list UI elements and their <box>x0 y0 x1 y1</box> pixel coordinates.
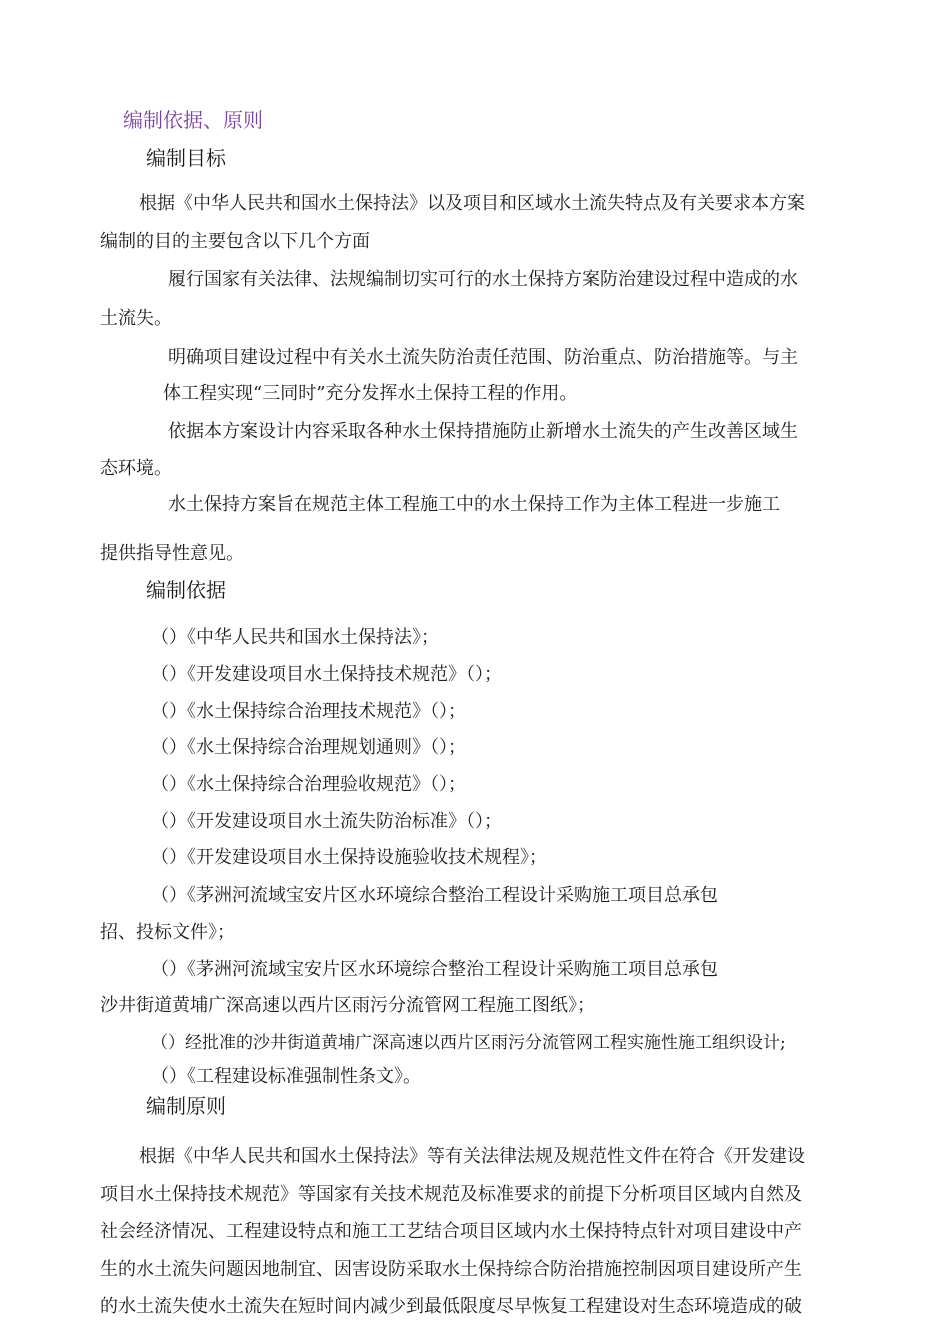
basis-item-1: （）《中华人民共和国水土保持法》； <box>151 627 439 648</box>
principle-heading: 编制原则 <box>146 1094 226 1118</box>
basis-item-2: （）《开发建设项目水土保持技术规范》（）； <box>151 664 502 685</box>
principle-line-3: 社会经济情况、工程建设特点和施工工艺结合项目区域内水土保持特点针对项目建设中产 <box>100 1221 802 1242</box>
basis-item-7: （）《开发建设项目水土保持设施验收技术规程》； <box>151 847 547 868</box>
goal-item-3-line-1: 依据本方案设计内容采取各种水土保持措施防止新增水土流失的产生改善区域生 <box>168 421 798 442</box>
goal-item-2-line-1: 明确项目建设过程中有关水土流失防治责任范围、防治重点、防治措施等。与主 <box>168 347 798 368</box>
goal-item-4-line-1: 水土保持方案旨在规范主体工程施工中的水土保持工作为主体工程进一步施工 <box>168 494 780 515</box>
basis-item-8-line-1: （）《茅洲河流域宝安片区水环境综合整治工程设计采购施工项目总承包 <box>151 885 718 906</box>
goal-item-1-line-2: 土流失。 <box>100 308 172 329</box>
basis-item-8-line-2: 招、投标文件》； <box>100 922 235 943</box>
basis-heading: 编制依据 <box>146 578 226 602</box>
goal-intro-line-1: 根据《中华人民共和国水土保持法》以及项目和区域水土流失特点及有关要求本方案 <box>139 193 805 214</box>
principle-line-5: 的水土流失使水土流失在短时间内减少到最低限度尽早恢复工程建设对生态环境造成的破 <box>100 1296 802 1317</box>
basis-item-9-line-2: 沙井街道黄埔广深高速以西片区雨污分流管网工程施工图纸》； <box>100 995 595 1016</box>
basis-item-10: （）经批准的沙井街道黄埔广深高速以西片区雨污分流管网工程实施性施工组织设计; <box>151 1033 786 1053</box>
goal-item-2-line-2: 体工程实现“三同时”充分发挥水土保持工程的作用。 <box>163 383 578 404</box>
basis-item-3: （）《水土保持综合治理技术规范》（）； <box>151 701 466 722</box>
basis-item-6: （）《开发建设项目水土流失防治标准》（）； <box>151 811 502 832</box>
basis-item-9-line-1: （）《茅洲河流域宝安片区水环境综合整治工程设计采购施工项目总承包 <box>151 959 718 980</box>
principle-line-2: 项目水土保持技术规范》等国家有关技术规范及标准要求的前提下分析项目区域内自然及 <box>100 1184 802 1205</box>
principle-line-1: 根据《中华人民共和国水土保持法》等有关法律法规及规范性文件在符合《开发建设 <box>139 1146 805 1167</box>
goal-item-3-line-2: 态环境。 <box>100 458 172 479</box>
principle-line-4: 生的水土流失问题因地制宜、因害设防采取水土保持综合防治措施控制因项目建设所产生 <box>100 1259 802 1280</box>
basis-item-4: （）《水土保持综合治理规划通则》（）； <box>151 737 466 758</box>
basis-item-11: （）《工程建设标准强制性条文》。 <box>151 1066 421 1087</box>
section-title: 编制依据、原则 <box>123 108 263 132</box>
basis-item-5: （）《水土保持综合治理验收规范》（）； <box>151 774 466 795</box>
goal-item-4-line-2: 提供指导性意见。 <box>100 543 244 564</box>
goal-item-1-line-1: 履行国家有关法律、法规编制切实可行的水土保持方案防治建设过程中造成的水 <box>168 269 798 290</box>
goal-heading: 编制目标 <box>146 146 226 170</box>
goal-intro-line-2: 编制的目的主要包含以下几个方面 <box>100 231 370 252</box>
